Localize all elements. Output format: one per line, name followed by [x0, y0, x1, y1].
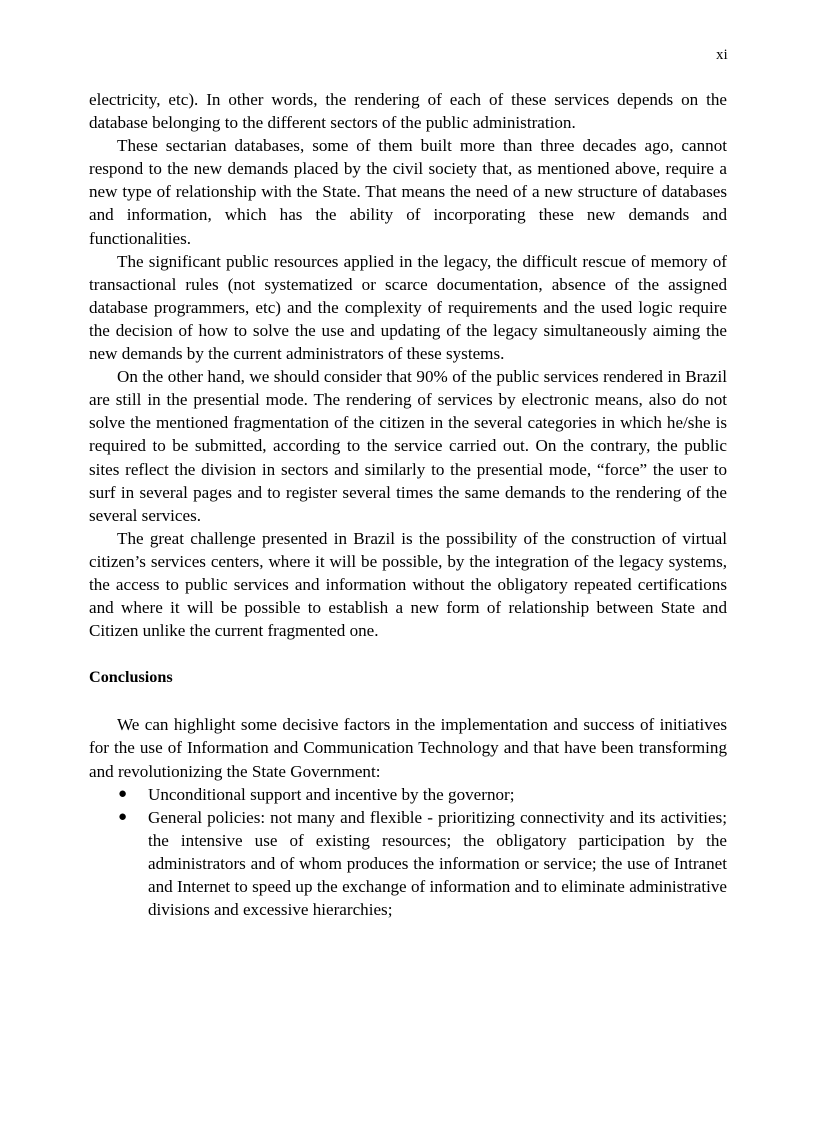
- list-item: [89, 806, 727, 921]
- list-item: [89, 783, 727, 806]
- section-heading-conclusions: Conclusions: [89, 668, 173, 687]
- list-item-label: Unconditional support and incentive by the governor;: [148, 784, 515, 804]
- heading-spacer-below: [89, 689, 727, 713]
- paragraph-4: On the other hand, we should consider that 90% of the public services rendered in Brazil are still in the presential mode. The rendering of services by electronic means, also do not solve the mentioned fragmentation of the citizen in the several categories in which he/she is required to be submitted, according to the service carried out. On the contrary, the public sites reflect the division in sectors and similarly to the presential mode, “force” the user to surf in several pages and to register several times the same demands to the rendering of the several services.: [89, 367, 727, 525]
- page-content-column: [89, 88, 727, 921]
- page-number: xi: [716, 47, 728, 63]
- heading-spacer-above: [89, 642, 727, 666]
- paragraph-1: electricity, etc). In other words, the rendering of each of these services depends on the database belonging to the different sectors of the public administration.: [89, 90, 727, 133]
- paragraph-2: These sectarian databases, some of them built more than three decades ago, cannot respond to the new demands placed by the civil society that, as mentioned above, require a new type of relationship with the State. That means the need of a new structure of databases and information, which has the ability of incorporating these new demands and functionalities.: [89, 136, 727, 248]
- bullet-icon: ●: [118, 808, 128, 825]
- paragraph-5: The great challenge presented in Brazil is the possibility of the construction of virtual citizen’s services centers, where it will be possible, by the integration of the legacy systems, the access to public services and information without the obligatory repeated certifications and where it will be possible to establish a new form of relationship between State and Citizen unlike the current fragmented one.: [89, 528, 727, 641]
- list-item-label: General policies: not many and flexible - prioritizing connectivity and its activities; the intensive use of existing resources; the obligatory participation by the administrators and of whom produces the information or service; the use of Intranet and Internet to speed up the exchange of information and to eliminate administrative divisions and excessive hierarchies;: [148, 807, 727, 920]
- paragraph-3: The significant public resources applied in the legacy, the difficult rescue of memory of transactional rules (not systematized or scarce documentation, absence of the assigned database programmers, etc) and the complexity of requirements and the used logic require the decision of how to solve the use and updating of the legacy simultaneously aiming the new demands by the current administrators of these systems.: [89, 251, 727, 364]
- conclusions-intro-paragraph: We can highlight some decisive factors in the implementation and success of initiatives for the use of Information and Communication Technology and that have been transforming and revolutionizing the State Government:: [89, 715, 727, 781]
- conclusions-bullet-list: [89, 783, 727, 922]
- bullet-icon: ●: [118, 785, 128, 802]
